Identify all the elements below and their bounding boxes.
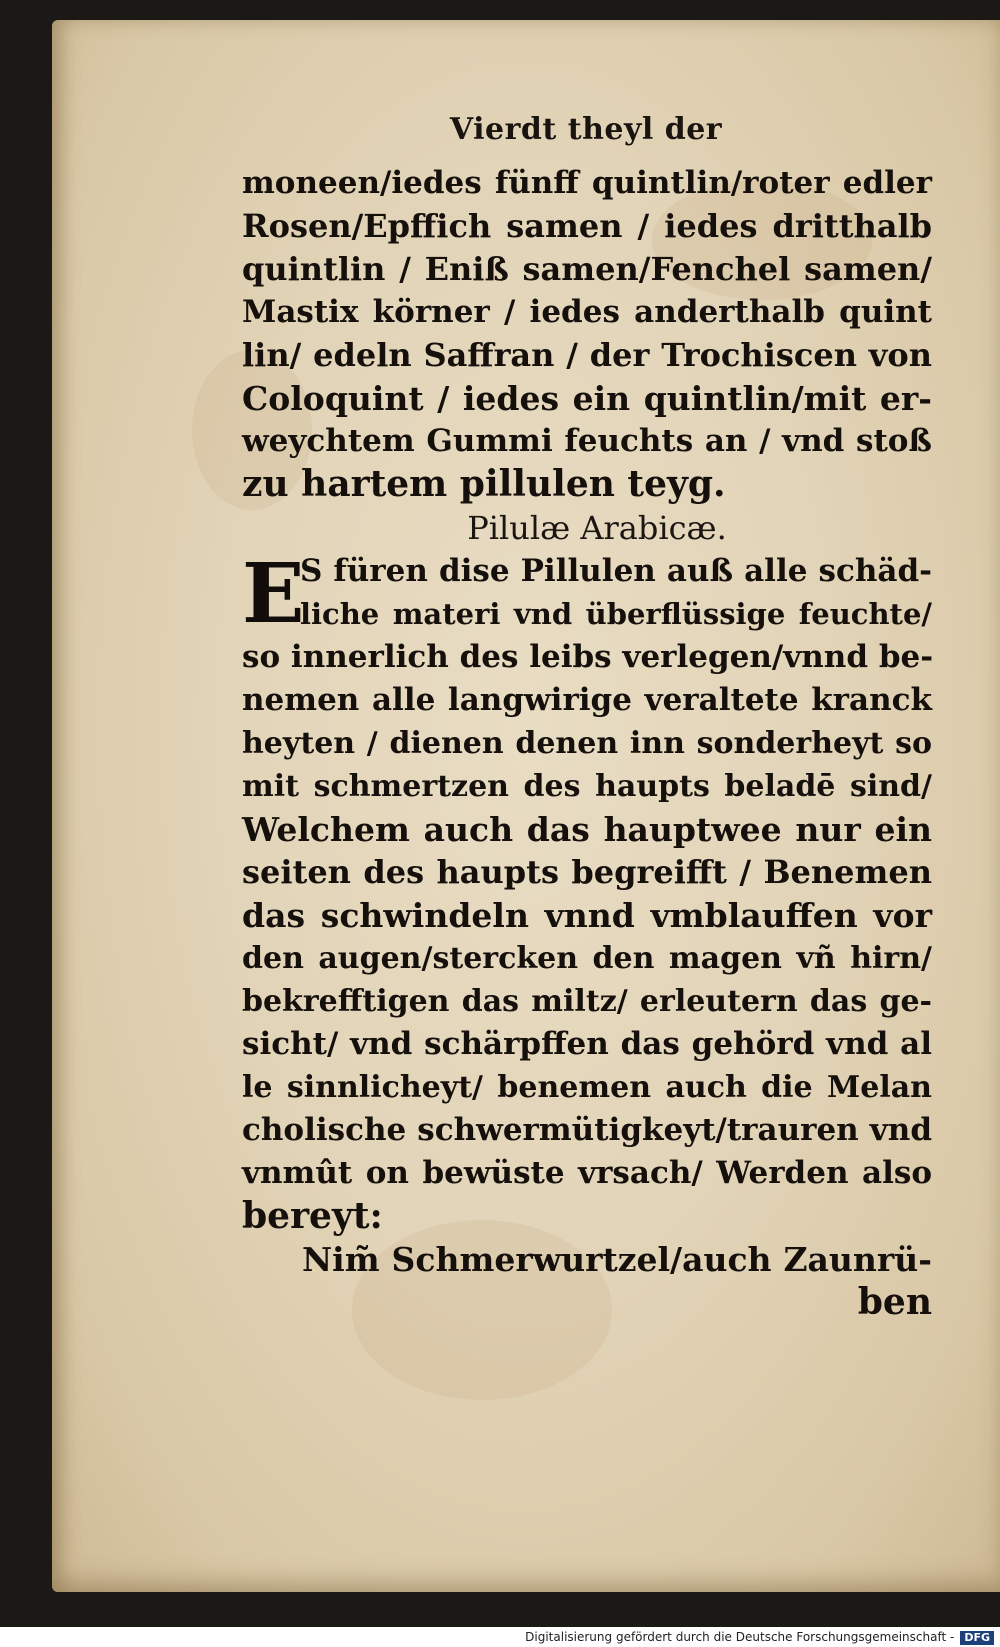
text-line: mit schmertzen des haupts beladē sind/: [242, 769, 932, 804]
book-page: [52, 20, 1000, 1592]
text-line: le sinnlicheyt/ benemen auch die Melan: [242, 1070, 932, 1105]
text-line: Rosen/Epffich samen / iedes dritthalb: [242, 207, 932, 245]
text-line: Coloquint / iedes ein quintlin/mit er-: [242, 379, 932, 418]
text-line: heyten / dienen denen inn sonderheyt so: [242, 726, 932, 761]
ingredients-paragraph: [242, 1238, 932, 1324]
text-line: cholische schwermütigkeyt/trauren vnd: [242, 1112, 932, 1148]
text-line: moneen/iedes fünff quintlin/roter edler: [242, 165, 932, 201]
text-line: nemen alle langwirige veraltete kranck: [242, 682, 932, 718]
recipe-paragraph: [242, 162, 932, 506]
text-line: sicht/ vnd schärpffen das gehörd vnd al: [242, 1026, 932, 1062]
text-line: bekrefftigen das miltz/ erleutern das ge-: [242, 984, 932, 1019]
text-line: Nim̃ Schmerwurtzel/auch Zaunrü-: [302, 1240, 932, 1279]
text-line: liche materi vnd überflüssige feuchte/: [300, 597, 932, 631]
text-line: quintlin / Eniß samen/Fenchel samen/: [242, 250, 932, 288]
body-paragraph: [242, 546, 934, 1238]
dfg-logo: DFG: [960, 1631, 994, 1645]
text-line: Welchem auch das hauptwee nur ein: [242, 810, 932, 849]
section-heading: Pilulæ Arabicæ.: [467, 509, 727, 547]
text-line: weychtem Gummi feuchts an / vnd stoß: [242, 423, 932, 459]
text-line: S füren dise Pillulen auß alle schäd-: [300, 553, 932, 589]
text-line: vnmût on bewüste vrsach/ Werden also: [242, 1155, 932, 1191]
text-line: so innerlich des leibs verlegen/vnnd be-: [242, 639, 934, 675]
text-line: den augen/stercken den magen vñ hirn/: [242, 941, 932, 976]
text-line: das schwindeln vnnd vmblauffen vor: [242, 896, 932, 935]
text-line: lin/ edeln Saffran / der Trochiscen von: [242, 336, 932, 374]
text-line: seiten des haupts begreifft / Benemen: [242, 853, 932, 891]
running-head: Vierdt theyl der: [449, 112, 723, 147]
drop-initial: E: [242, 546, 305, 642]
text-line: bereyt:: [242, 1195, 383, 1237]
text-line: zu hartem pillulen teyg.: [242, 463, 726, 505]
catchword: ben: [857, 1281, 932, 1323]
funding-credit: Digitalisierung gefördert durch die Deutsche Forschungsgemeinschaft -: [525, 1630, 955, 1644]
text-block: [242, 162, 932, 1324]
text-line: Mastix körner / iedes anderthalb quint: [242, 294, 932, 330]
footer-bar: [0, 1627, 1000, 1647]
